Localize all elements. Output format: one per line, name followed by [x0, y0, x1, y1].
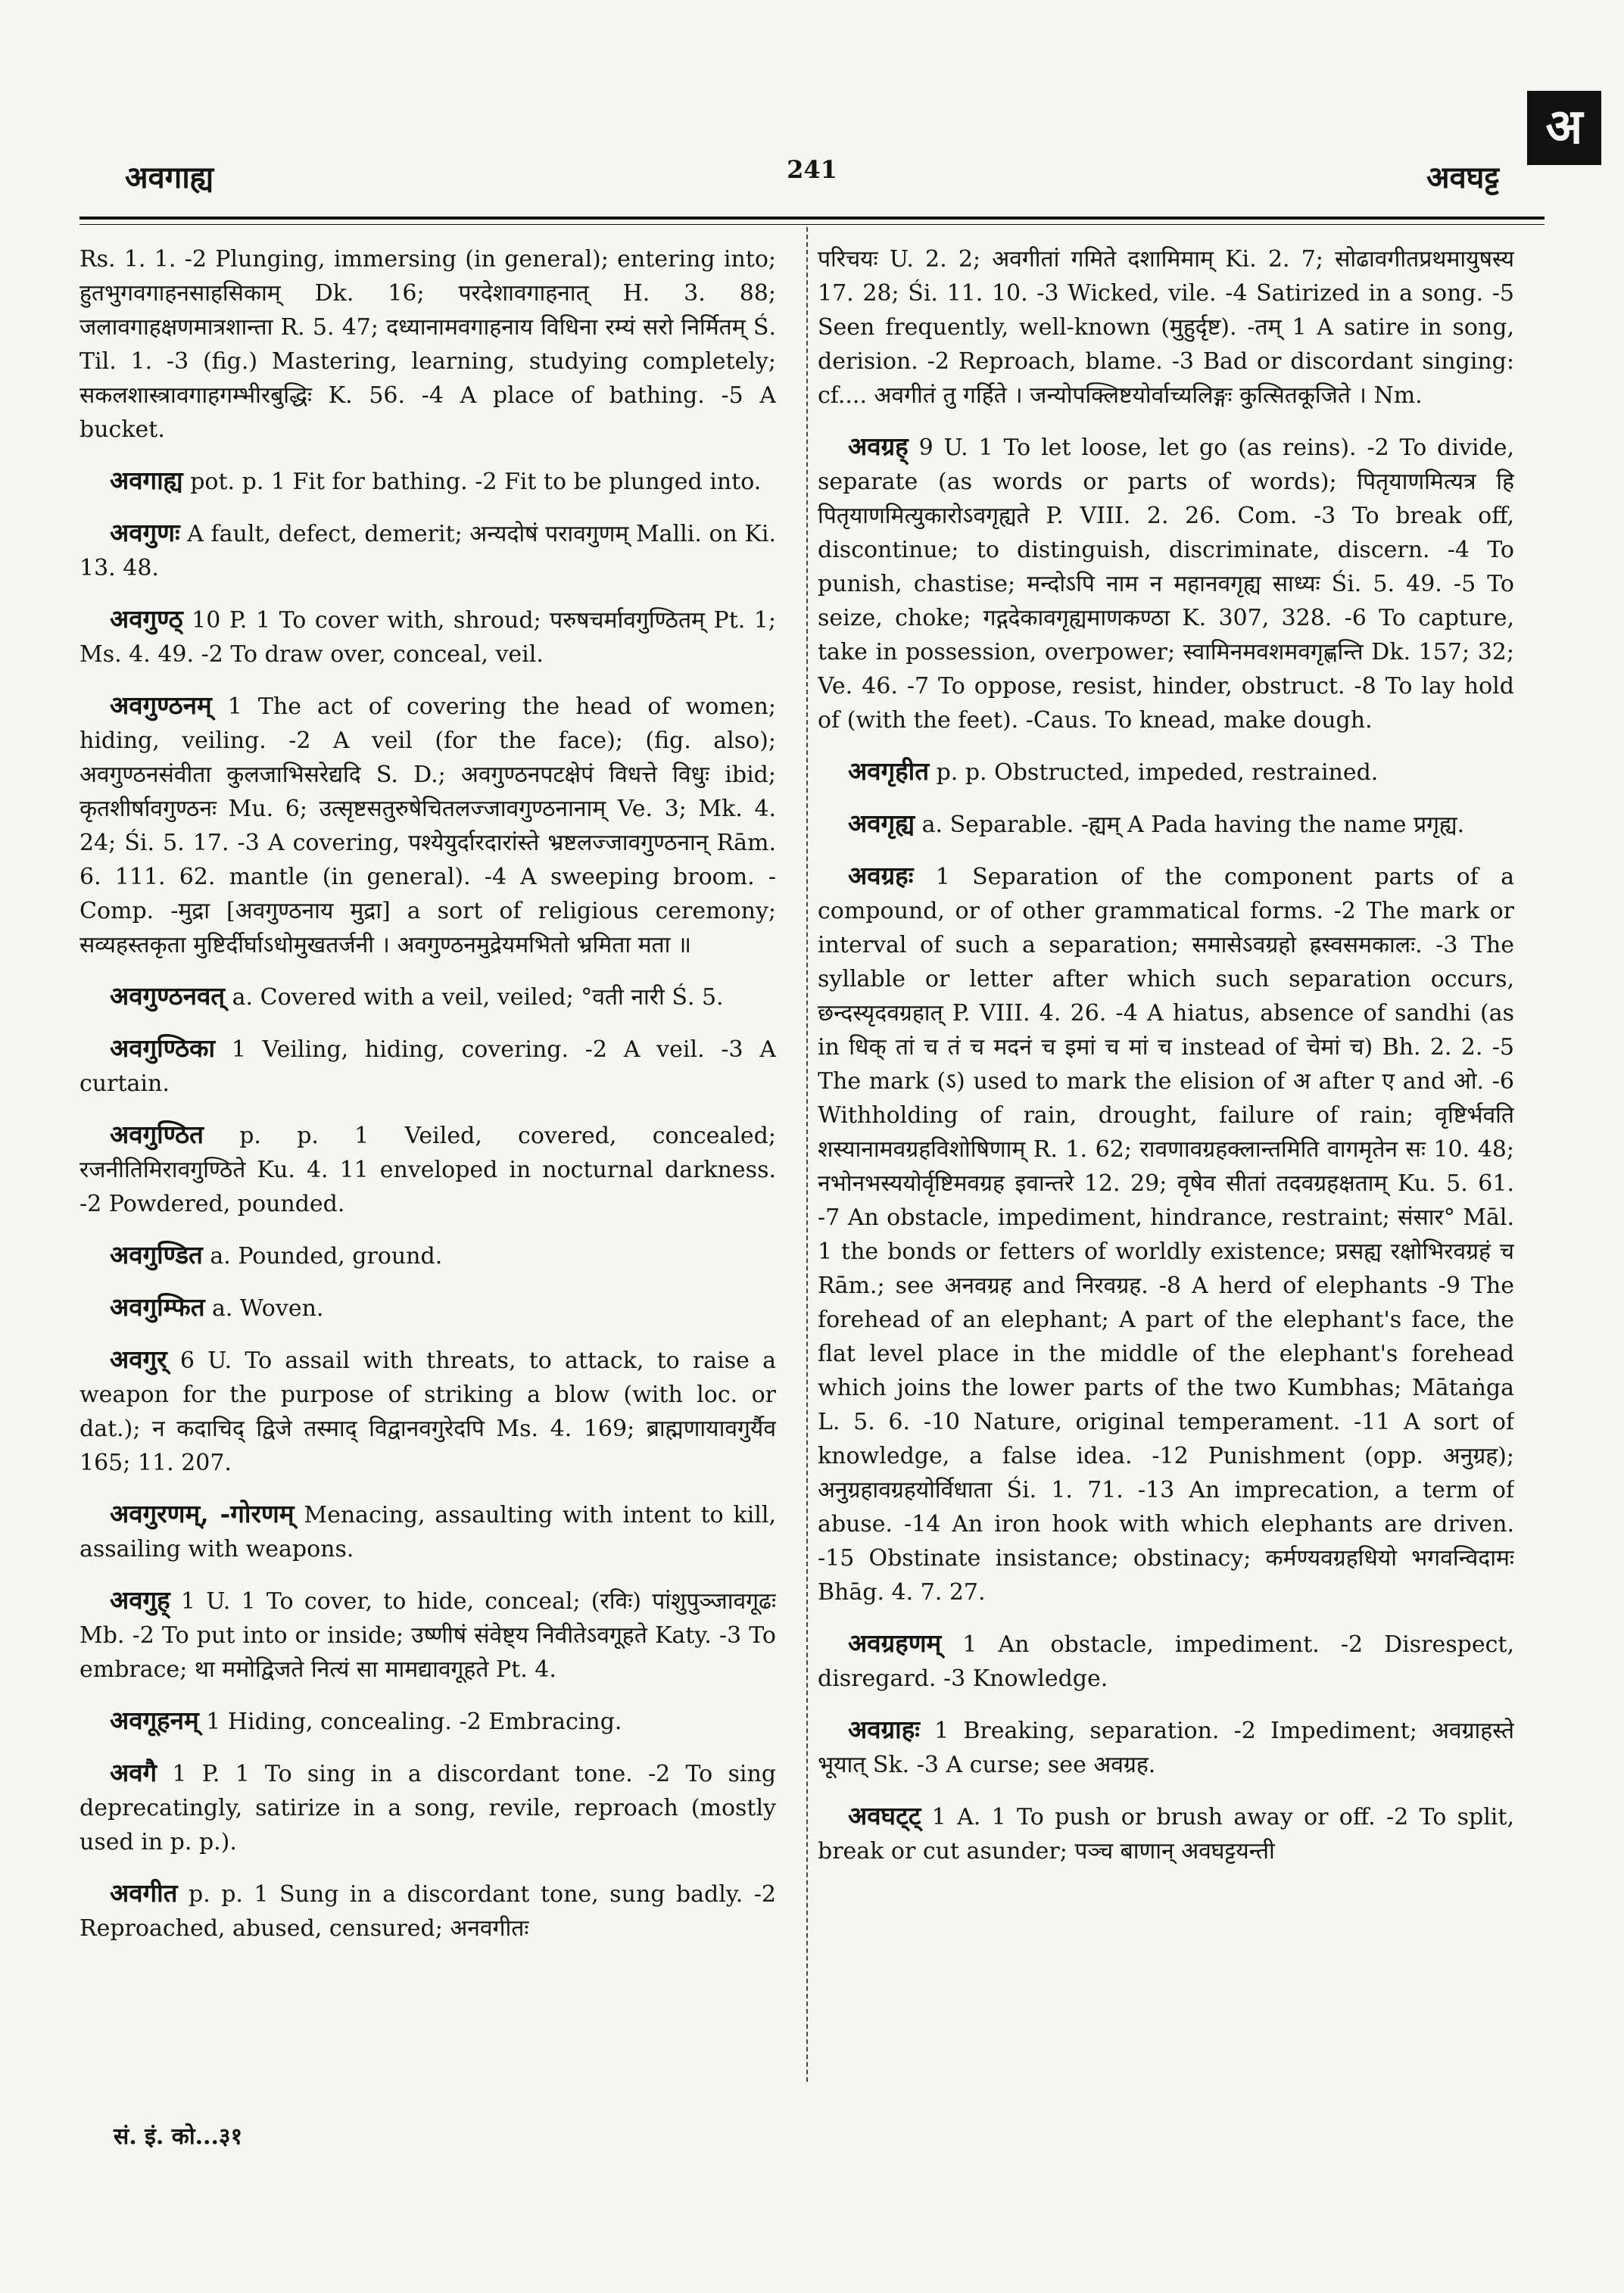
left-running-headword: अवगाह्य — [125, 160, 214, 195]
dictionary-entry — [818, 858, 1514, 1609]
dictionary-entry — [818, 242, 1514, 413]
entry-headword: अवगुण्ठिका — [110, 1033, 216, 1063]
dictionary-entry — [79, 463, 776, 499]
entry-headword: अवगीत — [110, 1878, 178, 1908]
page-header — [79, 155, 1545, 208]
dictionary-entry — [818, 754, 1514, 790]
entry-definition: pot. p. 1 Fit for bathing. -2 Fit to be plunged into. — [190, 469, 762, 495]
entry-definition: A fault, defect, demerit; अन्यदोषं परावगुणम् Malli. on Ki. 13. 48. — [79, 521, 776, 581]
dictionary-entry — [79, 1876, 776, 1946]
entry-definition: 1 Breaking, separation. -2 Impediment; अवग्राहस्ते भूयात् Sk. -3 A curse; see अवग्रह. — [818, 1718, 1514, 1778]
entry-definition: 1 P. 1 To sing in a discordant tone. -2 To sing deprecatingly, satirize in a song, revile, reproach (mostly used in p. p.). — [79, 1761, 776, 1855]
entry-headword: अवगुरणम्, -गोरणम् — [110, 1499, 295, 1528]
dictionary-entry — [79, 1238, 776, 1273]
dictionary-entry — [79, 1031, 776, 1101]
entry-headword: अवगुह् — [110, 1585, 170, 1615]
dictionary-entry — [818, 806, 1514, 842]
entry-definition: 10 P. 1 To cover with, shroud; परुषचर्मावगुण्ठितम् Pt. 1; Ms. 4. 49. -2 To draw over, conceal, veil. — [79, 607, 776, 668]
section-letter-tab: अ — [1527, 91, 1601, 165]
entry-definition: a. Separable. -ह्यम् A Pada having the name प्रगृह्य. — [921, 812, 1465, 838]
dictionary-entry — [79, 1497, 776, 1566]
dictionary-entry — [79, 1756, 776, 1859]
entry-definition: a. Woven. — [212, 1295, 324, 1322]
dictionary-entry — [79, 242, 776, 447]
entry-headword: अवगृह्य — [848, 808, 915, 838]
entry-definition: 1 Veiling, hiding, covering. -2 A veil. -3 A curtain. — [79, 1036, 776, 1097]
entry-definition: a. Pounded, ground. — [210, 1243, 443, 1270]
entry-headword: अवगै — [110, 1758, 157, 1787]
dictionary-entry — [818, 1712, 1514, 1782]
entry-headword: अवगुम्फित — [110, 1292, 205, 1322]
header-rule-thick — [79, 217, 1545, 220]
entry-definition: परिचयः U. 2. 2; अवगीतां गमिते दशामिमाम् Ki. 2. 7; सोढावगीतप्रथमायुषस्य 17. 28; Śi. 11. 10. -3 Wicked, vile. -4 Satirized in a song. -5 Seen frequently, well-known (मुहुर्दृष्ट). -तम् 1 A satire in song, derision. -2 Reproach, blame. -3 Bad or discordant singing: cf.... अवगीतं तु गर्हिते । जन्योपक्लिष्टयोर्वाच्यलिङ्गः कुत्सितकूजिते । Nm. — [818, 246, 1514, 409]
entry-definition: 1 Separation of the component parts of a compound, or of other grammatical forms. -2 The mark or interval of such a separation; समासेऽवग्रहो ह्रस्वसमकालः. -3 The syllable or letter after which such separation occurs, छन्दस्यृदवग्रहात् P. VIII. 4. 26. -4 A hiatus, absence of sandhi (as in धिक् तां च तं च मदनं च इमां च मां च instead of चेमां च) Bh. 2. 2. -5 The mark (ऽ) used to mark the elision of अ after ए and ओ. -6 Withholding of rain, drought, failure of rain; वृष्टिर्भवति शस्यानामवग्रहविशोषिणाम् R. 1. 62; रावणावग्रहक्लान्तमिति वागमृतेन सः 10. 48; नभोनभस्ययोर्वृष्टिमवग्रह इवान्तरे 12. 29; वृषेव सीतां तदवग्रहक्षताम् Ku. 5. 61. -7 An obstacle, impediment, hindrance, restraint; संसार° Māl. 1 the bonds or fetters of worldly existence; प्रसह्य रक्षोभिरवग्रहं च Rām.; see अनवग्रह and निरवग्रह. -8 A herd of elephants -9 The forehead of an elephant; A part of the elephant's face, the flat level place in the middle of the elephant's forehead which joins the lower parts of the two Kumbhas; Mātaṅga L. 5. 6. -10 Nature, original temperament. -11 A sort of knowledge, a false idea. -12 Punishment (opp. अनुग्रह); अनुग्रहावग्रहयोर्विधाता Śi. 1. 71. -13 An imprecation, a term of abuse. -14 An iron hook with which elephants are driven. -15 Obstinate insistance; obstinacy; कर्मण्यवग्रहधियो भगवन्विदामः Bhāg. 4. 7. 27. — [818, 864, 1514, 1606]
entry-definition: 6 U. To assail with threats, to attack, to raise a weapon for the purpose of striking a blow (with loc. or dat.); न कदाचिद् द्विजे तस्माद् विद्वानवगुरेदपि Ms. 4. 169; ब्राह्मणायावगुर्यैव 165; 11. 207. — [79, 1347, 776, 1476]
entry-definition: 1 The act of covering the head of women; hiding, veiling. -2 A veil (for the face); (fig. also); अवगुण्ठनसंवीता कुलजाभिसरेद्यदि S. D.; अवगुण्ठनपटक्षेपं विधत्ते विधुः ibid; कृतशीर्षावगुण्ठनः Mu. 6; उत्सृष्टसतुरुषेचितलज्जावगुण्ठनानाम् Ve. 3; Mk. 4. 24; Śi. 5. 17. -3 A covering, पश्येयुर्दारदारांस्ते भ्रष्टलज्जावगुण्ठनान् Rām. 6. 111. 62. mantle (in general). -4 A sweeping broom. -Comp. -मुद्रा [अवगुण्ठनाय मुद्रा] a sort of religious ceremony; सव्यहस्तकृता मुष्टिर्दीर्घाऽधोमुखतर्जनी । अवगुण्ठनमुद्रेयमभितो भ्रमिता मता ॥ — [79, 693, 776, 958]
entry-definition: 1 Hiding, concealing. -2 Embracing. — [206, 1709, 622, 1735]
entry-headword: अवग्रह् — [848, 431, 909, 461]
right-column — [818, 242, 1514, 2105]
entry-definition: Rs. 1. 1. -2 Plunging, immersing (in general); entering into; हुतभुगवगाहनसाहसिकाम् Dk. 16; परदेशावगाहनात् H. 3. 88; जलावगाहक्षणमात्रशान्ता R. 5. 47; दध्यानामवगाहनाय विधिना रम्यं सरो निर्मितम् Ś. Til. 1. -3 (fig.) Mastering, learning, studying completely; सकलशास्त्रावगाहगम्भीरबुद्धिः K. 56. -4 A place of bathing. -5 A bucket. — [79, 246, 776, 443]
entry-headword: अवगुण्डित — [110, 1240, 203, 1270]
entry-headword: अवगूहनम् — [110, 1706, 199, 1735]
entry-definition: 1 U. 1 To cover, to hide, conceal; (रविः) पांशुपुञ्जावगूढः Mb. -2 To put into or inside; उष्णीषं संवेष्ट्य निवीतेऽवगूहते Katy. -3 To embrace; था ममोद्विजते नित्यं सा मामद्यावगूहते Pt. 4. — [79, 1588, 776, 1683]
entry-definition: p. p. Obstructed, impeded, restrained. — [936, 759, 1379, 786]
entry-definition: 9 U. 1 To let loose, let go (as reins). -2 To divide, separate (as words or parts of words); पितृयाणमित्यत्र हि पितृयाणमित्युकारोऽवगृह्यते P. VIII. 2. 26. Com. -3 To break off, discontinue; to distinguish, discriminate, discern. -4 To punish, chastise; मन्दोऽपि नाम न महानवगृह्य साध्यः Śi. 5. 49. -5 To seize, choke; गद्गदेकावगृह्यमाणकण्ठा K. 307, 328. -6 To capture, take in possession, overpower; स्वामिनमवशमवगृह्णन्ति Dk. 157; 32; Ve. 46. -7 To oppose, resist, hinder, obstruct. -8 To lay hold of (with the feet). -Caus. To knead, make dough. — [818, 435, 1514, 734]
entry-headword: अवग्रहः — [848, 861, 914, 890]
entry-definition: Menacing, assaulting with intent to kill, assailing with weapons. — [79, 1502, 776, 1562]
dictionary-entry — [79, 1703, 776, 1739]
dictionary-entry — [79, 688, 776, 962]
dictionary-entry — [818, 429, 1514, 737]
dictionary-entry — [79, 1342, 776, 1480]
left-column — [79, 242, 776, 2105]
dictionary-entry — [818, 1799, 1514, 1868]
entry-headword: अवगुण्ठनम् — [110, 690, 212, 720]
entry-headword: अवगुण्ठनवत् — [110, 981, 226, 1011]
entry-definition: 1 An obstacle, impediment. -2 Disrespect, disregard. -3 Knowledge. — [818, 1631, 1514, 1692]
signature-mark: सं. इं. को...३१ — [114, 2123, 243, 2150]
dictionary-entry — [79, 1583, 776, 1687]
page-number: 241 — [787, 155, 837, 184]
header-rule-thin — [79, 224, 1545, 225]
dictionary-entry — [818, 1626, 1514, 1696]
right-running-headword: अवघट्ट — [1426, 160, 1499, 195]
dictionary-entry — [79, 979, 776, 1014]
entry-definition: 1 A. 1 To push or brush away or off. -2 To split, break or cut asunder; पञ्च बाणान् अवघट्टयन्ती — [818, 1804, 1514, 1865]
column-divider — [806, 227, 808, 2082]
entry-headword: अवगुण्ठ् — [110, 604, 183, 634]
dictionary-entry — [79, 602, 776, 671]
entry-definition: p. p. 1 Sung in a discordant tone, sung badly. -2 Reproached, abused, censured; अनवगीतः — [79, 1881, 776, 1942]
entry-headword: अवगुर् — [110, 1344, 167, 1374]
entry-headword: अवगाह्य — [110, 466, 183, 495]
entry-headword: अवगुण्ठित — [110, 1120, 204, 1149]
entry-headword: अवगृहीत — [848, 756, 930, 786]
entry-headword: अवग्राहः — [848, 1715, 920, 1744]
entry-headword: अवघट्ट् — [848, 1801, 921, 1830]
entry-headword: अवग्रहणम् — [848, 1628, 942, 1658]
dictionary-entry — [79, 1290, 776, 1326]
dictionary-entry — [79, 516, 776, 585]
entry-definition: p. p. 1 Veiled, covered, concealed; रजनीतिमिरावगुण्ठिते Ku. 4. 11 enveloped in nocturnal darkness. -2 Powdered, pounded. — [79, 1123, 776, 1217]
entry-definition: a. Covered with a veil, veiled; °वती नारी Ś. 5. — [232, 984, 724, 1011]
entry-headword: अवगुणः — [110, 518, 180, 547]
dictionary-entry — [79, 1117, 776, 1221]
